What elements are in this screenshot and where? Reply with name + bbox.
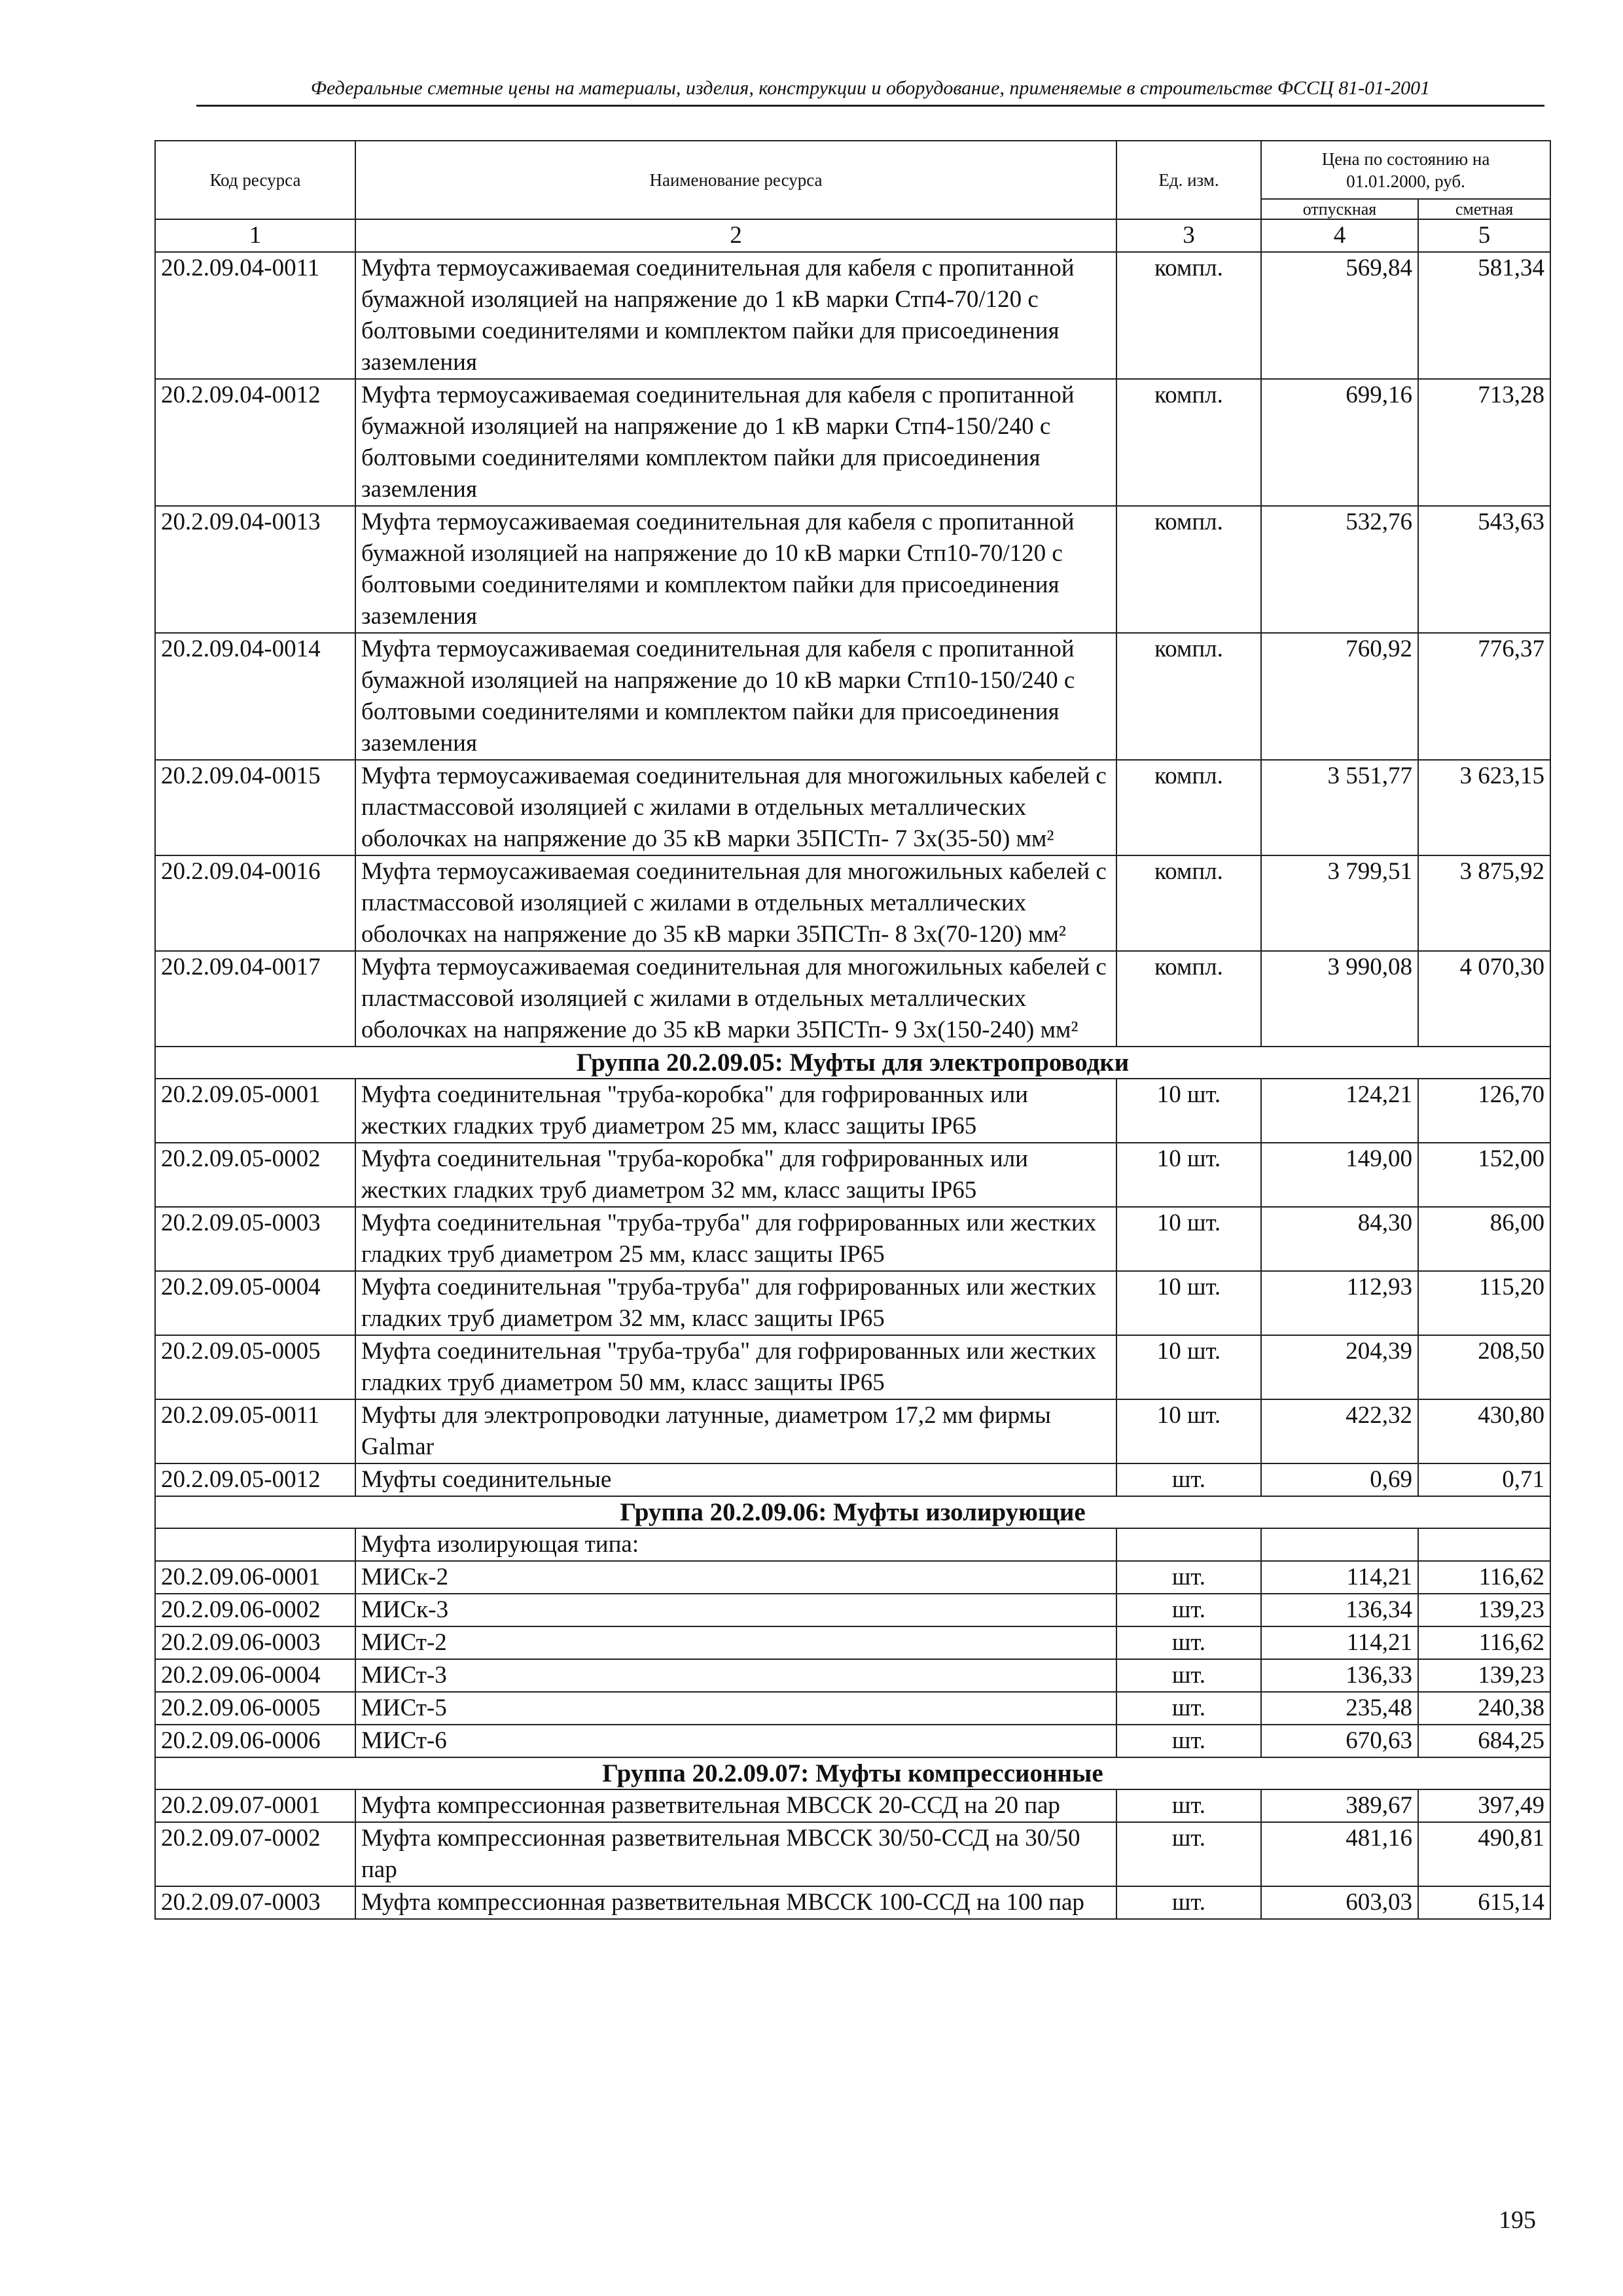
resource-code: 20.2.09.06-0006 [155, 1725, 355, 1757]
resource-price-table [154, 140, 1551, 1920]
column-header-name: Наименование ресурса [355, 141, 1116, 219]
resource-code: 20.2.09.07-0003 [155, 1886, 355, 1919]
resource-code: 20.2.09.07-0001 [155, 1789, 355, 1822]
estimate-price: 490,81 [1418, 1822, 1550, 1886]
resource-name: Муфта соединительная "труба-труба" для гофрированных или жестких гладких труб диаметром 25 мм, класс защиты IP65 [355, 1207, 1116, 1271]
unit-cell: компл. [1116, 951, 1261, 1047]
table-row [155, 1335, 1550, 1399]
resource-name: Муфта изолирующая типа: [355, 1528, 1116, 1561]
group-heading-row [155, 1757, 1550, 1789]
estimate-price: 543,63 [1418, 506, 1550, 633]
estimate-price: 4 070,30 [1418, 951, 1550, 1047]
table-row [155, 1659, 1550, 1692]
resource-name: Муфта соединительная "труба-труба" для гофрированных или жестких гладких труб диаметром 50 мм, класс защиты IP65 [355, 1335, 1116, 1399]
release-price: 136,34 [1261, 1594, 1418, 1626]
unit-cell: 10 шт. [1116, 1335, 1261, 1399]
table-row [155, 1207, 1550, 1271]
column-number: 4 [1261, 219, 1418, 252]
table-row [155, 1399, 1550, 1463]
resource-code: 20.2.09.05-0003 [155, 1207, 355, 1271]
resource-name: Муфта соединительная "труба-коробка" для гофрированных или жестких гладких труб диаметром 32 мм, класс защиты IP65 [355, 1143, 1116, 1207]
estimate-price: 116,62 [1418, 1561, 1550, 1594]
resource-code: 20.2.09.05-0004 [155, 1271, 355, 1335]
estimate-price: 152,00 [1418, 1143, 1550, 1207]
release-price: 0,69 [1261, 1463, 1418, 1496]
release-price: 532,76 [1261, 506, 1418, 633]
table-row [155, 379, 1550, 506]
resource-name: Муфта термоусаживаемая соединительная для многожильных кабелей с пластмассовой изоляцией с жилами в отдельных металлических оболочках на напряжение до 35 кВ марки 35ПСТп- 7 3х(35-50) мм² [355, 760, 1116, 855]
table-row [155, 1594, 1550, 1626]
column-number: 5 [1418, 219, 1550, 252]
estimate-price: 776,37 [1418, 633, 1550, 760]
unit-cell: 10 шт. [1116, 1143, 1261, 1207]
resource-name: Муфты соединительные [355, 1463, 1116, 1496]
unit-cell: шт. [1116, 1626, 1261, 1659]
column-header-unit: Ед. изм. [1116, 141, 1261, 219]
resource-code: 20.2.09.04-0015 [155, 760, 355, 855]
column-header-price: Цена по состоянию на 01.01.2000, руб. [1261, 141, 1550, 199]
release-price: 760,92 [1261, 633, 1418, 760]
estimate-price: 139,23 [1418, 1594, 1550, 1626]
group-title: Группа 20.2.09.06: Муфты изолирующие [155, 1496, 1550, 1528]
table-row [155, 1692, 1550, 1725]
subheading-row [155, 1528, 1550, 1561]
group-heading-row [155, 1047, 1550, 1079]
resource-name: Муфта термоусаживаемая соединительная для многожильных кабелей с пластмассовой изоляцией с жилами в отдельных металлических оболочках на напряжение до 35 кВ марки 35ПСТп- 8 3х(70-120) мм² [355, 855, 1116, 951]
release-price: 670,63 [1261, 1725, 1418, 1757]
unit-cell: шт. [1116, 1463, 1261, 1496]
column-header-release: отпускная [1261, 199, 1418, 219]
table-row [155, 951, 1550, 1047]
unit-cell: шт. [1116, 1789, 1261, 1822]
estimate-price: 397,49 [1418, 1789, 1550, 1822]
unit-cell: компл. [1116, 855, 1261, 951]
resource-code: 20.2.09.06-0002 [155, 1594, 355, 1626]
resource-code: 20.2.09.05-0001 [155, 1079, 355, 1143]
resource-code: 20.2.09.05-0002 [155, 1143, 355, 1207]
unit-cell: компл. [1116, 760, 1261, 855]
release-price: 149,00 [1261, 1143, 1418, 1207]
release-price: 422,32 [1261, 1399, 1418, 1463]
column-header-estimate: сметная [1418, 199, 1550, 219]
table-row [155, 1789, 1550, 1822]
resource-code: 20.2.09.04-0017 [155, 951, 355, 1047]
resource-name: Муфты для электропроводки латунные, диаметром 17,2 мм фирмы Galmar [355, 1399, 1116, 1463]
resource-name: Муфта термоусаживаемая соединительная для кабеля с пропитанной бумажной изоляцией на напряжение до 1 кВ марки Стп4-70/120 с болтовыми соединителями и комплектом пайки для присоединения заземления [355, 252, 1116, 379]
unit-cell: 10 шт. [1116, 1271, 1261, 1335]
column-number: 2 [355, 219, 1116, 252]
table-row [155, 760, 1550, 855]
release-price: 112,93 [1261, 1271, 1418, 1335]
header-divider [196, 105, 1544, 107]
estimate-price: 684,25 [1418, 1725, 1550, 1757]
table-row [155, 855, 1550, 951]
estimate-price: 115,20 [1418, 1271, 1550, 1335]
unit-cell: компл. [1116, 633, 1261, 760]
release-price: 84,30 [1261, 1207, 1418, 1271]
estimate-price: 581,34 [1418, 252, 1550, 379]
unit-cell: 10 шт. [1116, 1399, 1261, 1463]
release-price: 114,21 [1261, 1626, 1418, 1659]
resource-name: Муфта соединительная "труба-коробка" для гофрированных или жестких гладких труб диаметром 25 мм, класс защиты IP65 [355, 1079, 1116, 1143]
table-row [155, 1143, 1550, 1207]
release-price: 136,33 [1261, 1659, 1418, 1692]
resource-name: МИСт-6 [355, 1725, 1116, 1757]
unit-cell: компл. [1116, 379, 1261, 506]
release-price: 124,21 [1261, 1079, 1418, 1143]
table-row [155, 633, 1550, 760]
unit-cell: компл. [1116, 252, 1261, 379]
resource-name: Муфта компрессионная разветвительная МВССК 20-ССД на 20 пар [355, 1789, 1116, 1822]
unit-cell [1116, 1528, 1261, 1561]
estimate-price: 139,23 [1418, 1659, 1550, 1692]
table-row [155, 1271, 1550, 1335]
resource-code: 20.2.09.06-0003 [155, 1626, 355, 1659]
estimate-price: 713,28 [1418, 379, 1550, 506]
release-price: 3 990,08 [1261, 951, 1418, 1047]
estimate-price: 208,50 [1418, 1335, 1550, 1399]
table-row [155, 1561, 1550, 1594]
release-price: 3 799,51 [1261, 855, 1418, 951]
resource-name: МИСт-2 [355, 1626, 1116, 1659]
page-number: 195 [1499, 2206, 1536, 2234]
table-row [155, 252, 1550, 379]
unit-cell: шт. [1116, 1659, 1261, 1692]
estimate-price: 86,00 [1418, 1207, 1550, 1271]
resource-name: МИСк-2 [355, 1561, 1116, 1594]
resource-code: 20.2.09.04-0014 [155, 633, 355, 760]
resource-code: 20.2.09.04-0016 [155, 855, 355, 951]
resource-code: 20.2.09.04-0011 [155, 252, 355, 379]
table-row [155, 1463, 1550, 1496]
group-title: Группа 20.2.09.07: Муфты компрессионные [155, 1757, 1550, 1789]
unit-cell: шт. [1116, 1822, 1261, 1886]
unit-cell: шт. [1116, 1594, 1261, 1626]
resource-code: 20.2.09.06-0004 [155, 1659, 355, 1692]
resource-code: 20.2.09.07-0002 [155, 1822, 355, 1886]
table-row [155, 1886, 1550, 1919]
resource-name: Муфта компрессионная разветвительная МВССК 30/50-ССД на 30/50 пар [355, 1822, 1116, 1886]
release-price: 114,21 [1261, 1561, 1418, 1594]
column-number: 3 [1116, 219, 1261, 252]
resource-name: МИСк-3 [355, 1594, 1116, 1626]
table-row [155, 1626, 1550, 1659]
resource-name: МИСт-3 [355, 1659, 1116, 1692]
estimate-price: 116,62 [1418, 1626, 1550, 1659]
resource-code: 20.2.09.05-0005 [155, 1335, 355, 1399]
resource-name: Муфта компрессионная разветвительная МВССК 100-ССД на 100 пар [355, 1886, 1116, 1919]
group-heading-row [155, 1496, 1550, 1528]
release-price: 3 551,77 [1261, 760, 1418, 855]
resource-code [155, 1528, 355, 1561]
unit-cell: компл. [1116, 506, 1261, 633]
resource-name: Муфта термоусаживаемая соединительная для многожильных кабелей с пластмассовой изоляцией с жилами в отдельных металлических оболочках на напряжение до 35 кВ марки 35ПСТп- 9 3х(150-240) мм² [355, 951, 1116, 1047]
estimate-price: 240,38 [1418, 1692, 1550, 1725]
group-title: Группа 20.2.09.05: Муфты для электропроводки [155, 1047, 1550, 1079]
table-row [155, 1079, 1550, 1143]
unit-cell: шт. [1116, 1692, 1261, 1725]
resource-code: 20.2.09.06-0001 [155, 1561, 355, 1594]
table-row [155, 1725, 1550, 1757]
resource-code: 20.2.09.06-0005 [155, 1692, 355, 1725]
estimate-price: 3 623,15 [1418, 760, 1550, 855]
estimate-price: 430,80 [1418, 1399, 1550, 1463]
resource-code: 20.2.09.05-0011 [155, 1399, 355, 1463]
release-price: 389,67 [1261, 1789, 1418, 1822]
estimate-price: 3 875,92 [1418, 855, 1550, 951]
table-row [155, 506, 1550, 633]
unit-cell: шт. [1116, 1561, 1261, 1594]
resource-name: Муфта соединительная "труба-труба" для гофрированных или жестких гладких труб диаметром 32 мм, класс защиты IP65 [355, 1271, 1116, 1335]
column-number-row [155, 219, 1550, 252]
column-header-code: Код ресурса [155, 141, 355, 219]
document-header: Федеральные сметные цены на материалы, изделия, конструкции и оборудование, применяемые в строительстве ФССЦ 81-01-2001 [310, 77, 1431, 99]
estimate-price: 615,14 [1418, 1886, 1550, 1919]
estimate-price: 126,70 [1418, 1079, 1550, 1143]
release-price [1261, 1528, 1418, 1561]
resource-name: Муфта термоусаживаемая соединительная для кабеля с пропитанной бумажной изоляцией на напряжение до 10 кВ марки Стп10-70/120 с болтовыми соединителями и комплектом пайки для присоединения заземления [355, 506, 1116, 633]
estimate-price [1418, 1528, 1550, 1561]
resource-name: Муфта термоусаживаемая соединительная для кабеля с пропитанной бумажной изоляцией на напряжение до 1 кВ марки Стп4-150/240 с болтовыми соединителями комплектом пайки для присоединения заземления [355, 379, 1116, 506]
unit-cell: шт. [1116, 1886, 1261, 1919]
unit-cell: 10 шт. [1116, 1079, 1261, 1143]
release-price: 235,48 [1261, 1692, 1418, 1725]
release-price: 699,16 [1261, 379, 1418, 506]
table-row [155, 1822, 1550, 1886]
estimate-price: 0,71 [1418, 1463, 1550, 1496]
column-number: 1 [155, 219, 355, 252]
unit-cell: 10 шт. [1116, 1207, 1261, 1271]
release-price: 204,39 [1261, 1335, 1418, 1399]
resource-code: 20.2.09.04-0012 [155, 379, 355, 506]
release-price: 603,03 [1261, 1886, 1418, 1919]
resource-name: МИСт-5 [355, 1692, 1116, 1725]
resource-code: 20.2.09.05-0012 [155, 1463, 355, 1496]
release-price: 569,84 [1261, 252, 1418, 379]
release-price: 481,16 [1261, 1822, 1418, 1886]
resource-name: Муфта термоусаживаемая соединительная для кабеля с пропитанной бумажной изоляцией на напряжение до 10 кВ марки Стп10-150/240 с болтовыми соединителями и комплектом пайки для присоединения заземления [355, 633, 1116, 760]
table-body [155, 252, 1550, 1919]
unit-cell: шт. [1116, 1725, 1261, 1757]
resource-code: 20.2.09.04-0013 [155, 506, 355, 633]
